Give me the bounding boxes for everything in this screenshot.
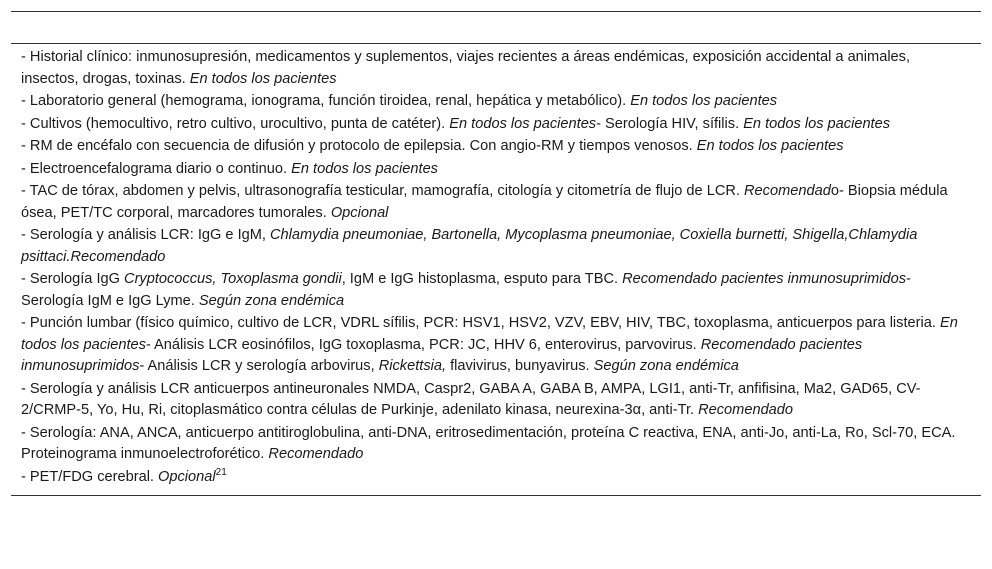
table-row: - Punción lumbar (físico químico, cultivo de LCR, VDRL sífilis, PCR: HSV1, HSV2, VZV, EBV, HIV, TBC, toxoplasma, anticuerpos para listeria. En todos los pacientes- Análisis LCR eosinófilos, IgG toxoplasma, PCR: JC, HHV 6, enterovirus, parvovirus. Recomendado pacientes inmunosuprimidos- Análisis LCR y serología arbovirus, Rickettsia, flavivirus, bunyavirus. Según zona endémica: [21, 315, 958, 374]
table-row: - Serología y análisis LCR anticuerpos antineuronales NMDA, Caspr2, GABA A, GABA B, AMPA, LGI1, anti-Tr, anfifisina, Ma2, GAD65, CV-2/CRMP-5, Yo, Hu, Ri, citoplasmático contra células de Purkinje, adenilato kinasa, neurexina-3α, anti-Tr. Recomendado: [21, 380, 921, 418]
table-row: - RM de encéfalo con secuencia de difusión y protocolo de epilepsia. Con angio-RM y tiempos venosos. En todos los pacientes: [21, 138, 844, 154]
table-row: - Serología IgG Cryptococcus, Toxoplasma gondii, IgM e IgG histoplasma, esputo para TBC. Recomendado pacientes inmunosuprimidos- Serología IgM e IgG Lyme. Según zona endémica: [21, 271, 911, 309]
table-row: - Cultivos (hemocultivo, retro cultivo, urocultivo, punta de catéter). En todos los pacientes- Serología HIV, sífilis. En todos los pacientes: [21, 115, 891, 132]
table-row: - Serología: ANA, ANCA, anticuerpo antitiroglobulina, anti-DNA, eritrosedimentación, proteína C reactiva, ENA, anti-Jo, anti-La, Ro, Scl-70, ECA. Proteinograma inmunoelectroforético. Recomendado: [21, 424, 956, 462]
reference-superscript[interactable]: 21: [215, 466, 227, 478]
diagnostic-table: [11, 11, 981, 496]
table-row: - Laboratorio general (hemograma, ionograma, función tiroidea, renal, hepática y metabólico). En todos los pacientes: [21, 93, 778, 109]
table-row: - Serología y análisis LCR: IgG e IgM, Chlamydia pneumoniae, Bartonella, Mycoplasma pneumoniae, Coxiella burnetti, Shigella,Chlamydia psittaci.Recomendado: [21, 227, 918, 265]
table-body: [11, 44, 981, 495]
table-bottom-rule: [11, 495, 981, 496]
table-row: - TAC de tórax, abdomen y pelvis, ultrasonografía testicular, mamografía, citología y citometría de flujo de LCR. Recomendado- Biopsia médula ósea, PET/TC corporal, marcadores tumorales. Opcional: [21, 183, 948, 221]
table-header-row: [11, 12, 981, 43]
table-row: - Electroencefalograma diario o continuo. En todos los pacientes: [21, 160, 438, 177]
table-row: - Historial clínico: inmunosupresión, medicamentos y suplementos, viajes recientes a áreas endémicas, exposición accidental a animales, insectos, drogas, toxinas. En todos los pacientes: [21, 49, 911, 87]
table-row: - PET/FDG cerebral. Opcional$^{21}$: [21, 466, 227, 485]
